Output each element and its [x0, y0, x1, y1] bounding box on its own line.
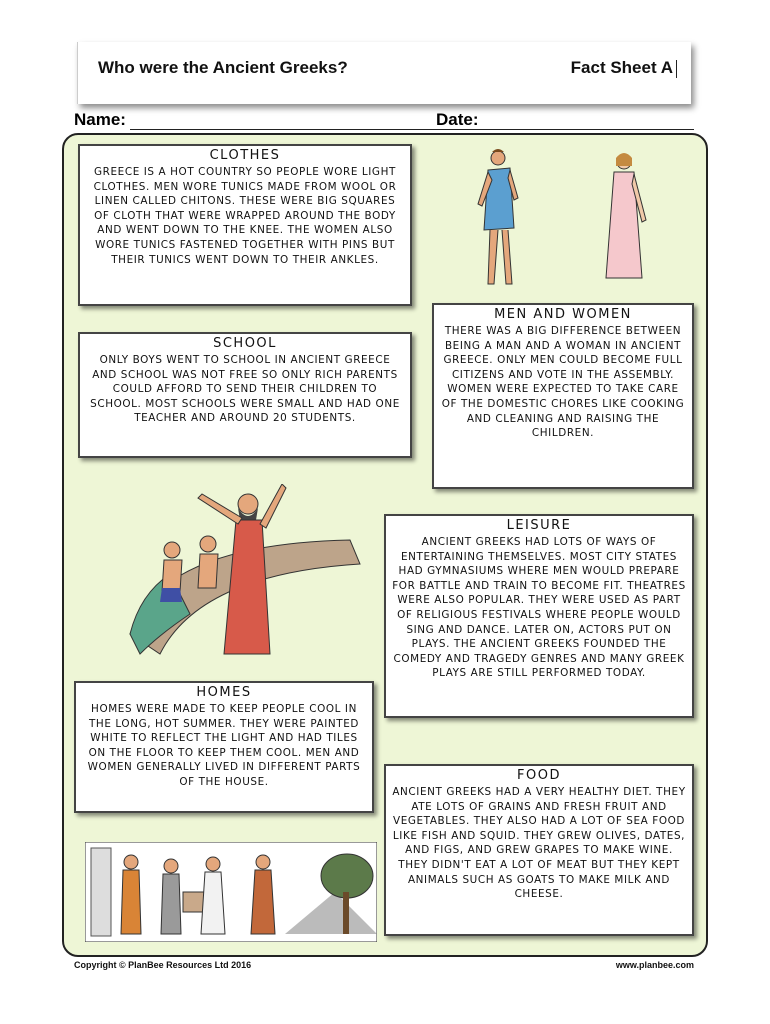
homes-text: HOMES WERE MADE TO KEEP PEOPLE COOL IN THE LONG, HOT SUMMER. THEY WERE PAINTED WHITE TO REFLECT THE LIGHT AND HAD TILES ON THE FLOOR TO KEEP THEM COOL. MEN AND WOMEN GENERALLY LIVED IN DIFFERENT PARTS OF THE HOUSE. — [87, 703, 361, 788]
runner2-body — [198, 554, 218, 588]
tree — [321, 854, 373, 898]
market-scene-illustration — [85, 842, 377, 942]
name-label: Name: — [74, 110, 126, 129]
clothes-heading: CLOTHES — [209, 148, 281, 163]
date-label: Date: — [436, 110, 479, 129]
greek-woman-illustration — [596, 150, 656, 285]
figure4-head — [256, 855, 270, 869]
leisure-box — [384, 514, 694, 718]
name-date-row — [74, 110, 694, 134]
page-title: Who were the Ancient Greeks? — [98, 58, 348, 77]
figure3-head — [206, 857, 220, 871]
school-text: ONLY BOYS WENT TO SCHOOL IN ANCIENT GREECE AND SCHOOL WAS NOT FREE SO ONLY RICH PARENTS COULD AFFORD TO SEND THEIR CHILDREN TO SCHOOL. MOST SCHOOLS WERE SMALL AND HAD ONE TEACHER AND AROUND 20 STUDENTS. — [90, 354, 400, 425]
teacher-arm-left — [198, 494, 242, 524]
fact-sheet-label: Fact Sheet A — [570, 58, 673, 77]
header-banner — [77, 42, 691, 104]
men-women-box — [432, 303, 694, 489]
date-line[interactable] — [482, 129, 694, 130]
teacher-arm-right — [260, 484, 286, 528]
clothes-box — [78, 144, 412, 306]
teacher-head — [238, 494, 258, 514]
runner2-head — [200, 536, 216, 552]
figure2-robe — [161, 874, 181, 934]
food-box — [384, 764, 694, 936]
leisure-text: ANCIENT GREEKS HAD LOTS OF WAYS OF ENTERTAINING THEMSELVES. MOST CITY STATES HAD GYMNASIUMS WHERE MEN WOULD PREPARE FOR BATTLE AND TRAIN TO BECOME FIT. THEATRES WERE ALSO POPULAR. THEY WERE USED AS PART OF RELIGIOUS FESTIVALS WHERE PEOPLE WOULD SING AND DANCE. LATER ON, ACTORS PUT ON PLAYS. THE ANCIENT GREEKS FOUNDED THE COMEDY AND TRAGEDY GENRES AND MANY GREEK PLAYS ARE STILL PERFORMED TODAY. — [392, 536, 686, 680]
school-box — [78, 332, 412, 458]
food-heading: FOOD — [517, 768, 561, 783]
clothes-text: GREECE IS A HOT COUNTRY SO PEOPLE WORE LIGHT CLOTHES. MEN WORE TUNICS MADE FROM WOOL OR LINEN CALLED CHITONS. THESE WERE BIG SQUARES OF CLOTH THAT WERE WRAPPED AROUND THE BODY AND WENT DOWN TO THE KNEE. THE WOMEN ALSO WORE TUNICS FASTENED TOGETHER WITH PINS BUT THEIR TUNICS WENT DOWN TO THEIR ANKLES. — [93, 166, 397, 266]
figure2-head — [164, 859, 178, 873]
man-head — [491, 151, 505, 165]
figure4-robe — [251, 870, 275, 934]
teacher-robe — [224, 520, 270, 654]
runner1-shorts — [160, 588, 182, 602]
men-women-heading: MEN AND WOMEN — [494, 307, 632, 322]
school-heading: SCHOOL — [213, 336, 277, 351]
homes-heading: HOMES — [196, 685, 252, 700]
men-women-text: THERE WAS A BIG DIFFERENCE BETWEEN BEING A MAN AND A WOMAN IN ANCIENT GREECE. ONLY MEN COULD BECOME FULL CITIZENS AND VOTE IN THE ASSEMBLY. WOMEN WERE EXPECTED TO TAKE CARE OF THE DOMESTIC CHORES LIKE COOKING AND CLEANING AND RAISING THE CHILDREN. — [441, 325, 685, 440]
woman-hair — [616, 153, 632, 166]
man-legs — [488, 230, 512, 284]
figure1-head — [124, 855, 138, 869]
copyright-text: Copyright © PlanBee Resources Ltd 2016 — [74, 960, 252, 970]
figure1-robe — [121, 870, 141, 934]
man-hair — [492, 149, 504, 152]
leisure-heading: LEISURE — [506, 518, 572, 533]
website-link[interactable]: www.planbee.com — [615, 960, 694, 970]
greek-man-illustration — [470, 146, 530, 291]
figure3-robe — [201, 872, 225, 934]
food-text: ANCIENT GREEKS HAD A VERY HEALTHY DIET. THEY ATE LOTS OF GRAINS AND FRESH FRUIT AND VEGETABLES. THEY ALSO HAD A LOT OF SEA FOOD LIKE FISH AND SQUID. THEY GREW OLIVES, DATES, AND FIGS, AND GREW GRAPES TO MAKE WINE. THEY DIDN'T EAT A LOT OF MEAT BUT THEY KEPT ANIMALS SUCH AS GOATS TO MAKE MILK AND CHEESE. — [392, 786, 686, 901]
text-cursor — [676, 60, 677, 78]
runner1-head — [164, 542, 180, 558]
runner1-body — [162, 560, 182, 592]
tree-trunk — [343, 892, 349, 934]
athletes-illustration — [120, 484, 370, 684]
homes-box — [74, 681, 374, 813]
column — [91, 848, 111, 936]
